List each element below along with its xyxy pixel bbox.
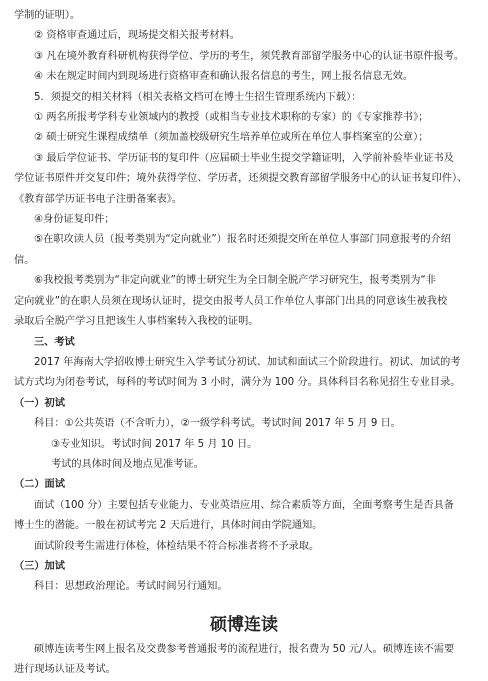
text-line: 科目：思想政治理论。考试时间另行通知。 [34, 581, 228, 593]
text-line: 定向就业”的在职人员须在现场认证时，提交由报考人员工作单位人事部门出具的同意该生被我校 [14, 295, 448, 307]
section-title-shuobo: 硕博连读 [210, 614, 278, 635]
subheading-chushi: （一）初试 [14, 397, 65, 409]
text-line: 面试（100 分）主要包括专业能力、专业英语应用、综合素质等方面，全面考察考生是否具备 [34, 499, 454, 511]
text-line: 5．须提交的相关材料（相关表格文档可在博士生招生管理系统内下载）： [34, 91, 362, 103]
subheading-mianshi: （二）面试 [14, 479, 65, 491]
text-line: 2017 年海南大学招收博士研究生入学考试分初试、加试和面试三个阶段进行。初试、加试的考 [34, 356, 461, 368]
text-line: ① 两名所报考学科专业领域内的教授（或相当专业技术职称的专家）的《专家推荐书》； [34, 112, 429, 124]
text-line: 博士生的潜能。一般在初试考完 2 天后进行，具体时间由学院通知。 [14, 520, 323, 532]
text-line: ③专业知识。考试时间 2017 年 5 月 10 日。 [51, 438, 258, 450]
text-line: 试方式均为闭卷考试，每科的考试时间为 3 小时，满分为 100 分。具体科目名称见招生专业目录。 [14, 377, 461, 389]
text-line: 录取后全脱产学习且把该生人事档案转入我校的证明。 [14, 316, 259, 328]
text-line: 硕博连读考生网上报名及交费参考普通报考的流程进行，报名费为 50 元/人。硕博连读不需要 [34, 643, 455, 655]
text-line: ④ 未在规定时间内到现场进行资格审查和确认报名信息的考生，网上报名信息无效。 [34, 71, 414, 83]
text-line: 学制的证明）。 [14, 10, 81, 21]
text-line: 面试阶段考生需进行体检，体检结果不符合标准者将不予录取。 [34, 540, 320, 552]
text-line: ② 资格审查通过后，现场提交相关报考材料。 [34, 30, 240, 42]
text-line: 学位证书原件并交复印件；境外获得学位、学历者，还须提交教育部留学服务中心的认证书复印件）、 [14, 173, 468, 185]
text-line: 科目：①公共英语（不含听力），②一级学科考试。考试时间 2017 年 5 月 9 日。 [34, 418, 401, 430]
text-line: 考试的具体时间及地点见准考证。 [51, 458, 204, 470]
text-line: ③ 凡在境外教育科研机构获得学位、学历的考生，须凭教育部留学服务中心的认证书原件报考。 [34, 50, 465, 62]
text-line: ⑤在职攻读人员（报考类别为“定向就业”）报名时还须提交所在单位人事部门同意报考的介绍 [34, 234, 451, 246]
text-line: ⑥我校报考类别为“非定向就业”的博士研究生为全日制全脱产学习研究生，报考类别为“非 [34, 275, 436, 287]
subheading-jiashi: （三）加试 [14, 560, 65, 572]
text-line: 信。 [14, 254, 35, 266]
text-line: 进行现场认证及考试。 [14, 664, 116, 676]
section-heading-exam: 三、考试 [34, 336, 75, 348]
text-line: 《教育部学历证书电子注册备案表》。 [14, 193, 183, 205]
text-line: ④身份证复印件； [34, 214, 115, 226]
text-line: ③ 最后学位证书、学历证书的复印件（应届硕士毕业生提交学籍证明，入学前补验毕业证书及 [34, 152, 454, 164]
text-line: ② 硕士研究生课程成绩单（须加盖校级研究生培养单位或所在单位人事档案室的公章）； [34, 132, 429, 144]
